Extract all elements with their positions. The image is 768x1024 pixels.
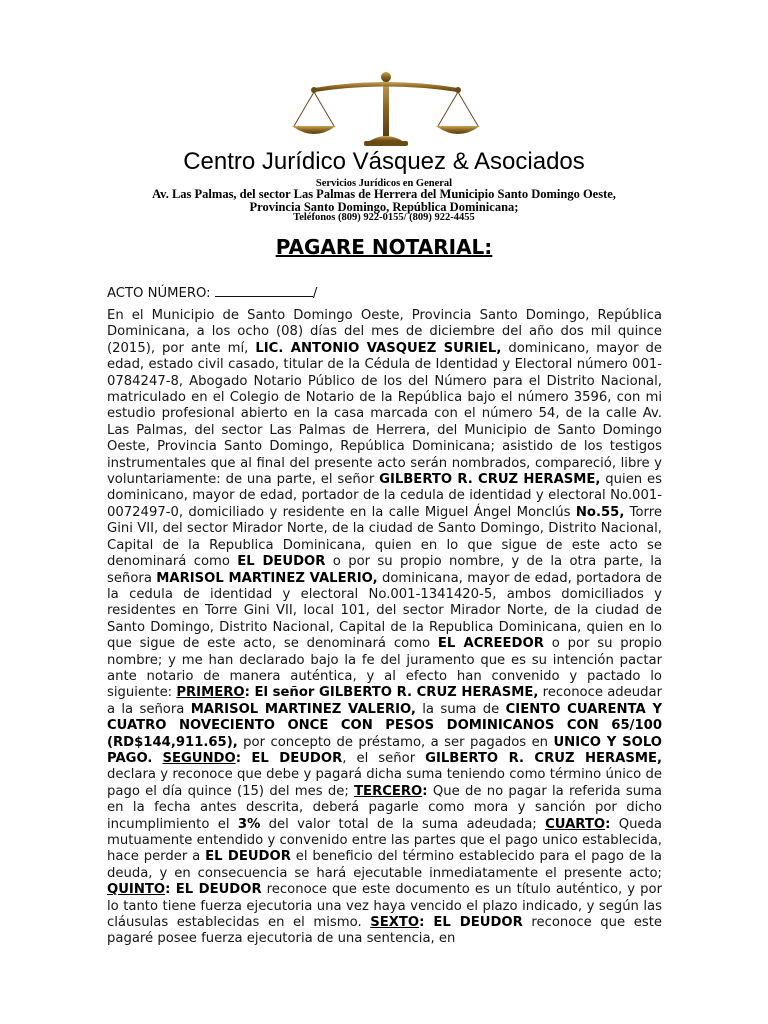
scales-of-justice-icon bbox=[290, 68, 482, 150]
text-segment: la suma de bbox=[415, 701, 506, 717]
text-segment: : bbox=[422, 783, 428, 799]
text-segment: Torre Gini VII, del sector Mirador Norte, de la ciudad de Santo Domingo, Distrito Nacional, Capital de la Republica Dominicana, quien en lo que sigue de este acto se denominará como bbox=[107, 504, 662, 570]
penalty-percent: 3% bbox=[237, 816, 261, 832]
term-deudor: EL DEUDOR bbox=[205, 849, 291, 865]
clause-tercero: TERCERO bbox=[354, 783, 423, 799]
text-segment: quien es dominicano, mayor de edad, portador de la cedula de identidad y electoral No.001-0072497-0, domiciliado y residente en la calle Miguel Ángel Monclús bbox=[107, 472, 663, 520]
amount: CIENTO CUARENTA Y CUATRO NOVECIENTO ONCE CON PESOS DOMINICANOS CON 65/100 (RD$144,911.65), bbox=[107, 701, 662, 750]
acto-blank-line bbox=[215, 284, 313, 297]
text-segment: reconoce adeudar a la señora bbox=[107, 685, 663, 717]
notary-name: LIC. ANTONIO VASQUEZ SURIEL, bbox=[255, 340, 502, 356]
acto-suffix: / bbox=[312, 286, 318, 301]
text-segment: : bbox=[605, 816, 611, 832]
text-segment: el beneficio del término establecido para el pago de la deuda, y en consecuencia se hará ejecutable inmediatamente el presente acto; bbox=[107, 849, 663, 881]
text-segment: , el señor bbox=[342, 750, 426, 766]
clause-segundo: SEGUNDO bbox=[162, 750, 236, 766]
text-segment: o por su propio nombre, y de la otra parte, la señora bbox=[107, 554, 663, 586]
term-deudor: : EL DEUDOR bbox=[419, 915, 523, 931]
text-segment: del valor total de la suma adeudada; bbox=[260, 816, 546, 832]
services-tagline: Servicios Jurídicos en General bbox=[315, 178, 453, 189]
body-paragraph bbox=[107, 308, 662, 948]
text-segment: Que de no pagar la referida suma en la fecha antes descrita, deberá pagarle como mora y sanción por dicho incumplimiento el bbox=[107, 783, 662, 832]
text-segment: por concepto de préstamo, a ser pagados en bbox=[237, 734, 554, 750]
term-acreedor: EL ACREEDOR bbox=[437, 636, 544, 652]
text-segment: : El señor bbox=[244, 685, 320, 701]
text-segment: reconoce que este pagaré posee fuerza ejecutoria de una sentencia, en bbox=[107, 915, 662, 947]
phone-numbers: Teléfonos (809) 922-0155/ (809) 922-4455 bbox=[293, 212, 475, 223]
company-name: Centro Jurídico Vásquez & Asociados bbox=[183, 148, 585, 175]
text-segment: declara y reconoce que debe y pagará dicha suma teniendo como término único de pago el día quince (15) del mes de; bbox=[107, 767, 662, 799]
text-segment: dominicana, mayor de edad, portadora de la cedula de identidad y electoral No.001-1341420-5, ambos domiciliados y residentes en Torre Gini VII, local 101, del sector Mirador Norte, de la ciudad de Santo Domingo, Distrito Nacional, Capital de la Republica Dominicana, quien en lo que sigue de este acto, se denominará como bbox=[107, 570, 662, 652]
creditor-name: MARISOL MARTINEZ VALERIO, bbox=[156, 570, 378, 586]
street-number: No.55, bbox=[575, 504, 625, 520]
address-line-1: Av. Las Palmas, del sector Las Palmas de Herrera del Municipio Santo Domingo Oeste, bbox=[152, 187, 616, 201]
document-title: PAGARE NOTARIAL: bbox=[275, 235, 493, 259]
text-segment: Queda mutuamente entendido y convenido entre las partes que el pago unico establecida, hace perder a bbox=[107, 816, 662, 865]
text-segment: En el Municipio de Santo Domingo Oeste, Provincia Santo Domingo, República Dominicana, a los ocho (08) días del mes de diciembre del año dos mil quince (2015), por ante mí, bbox=[107, 308, 662, 356]
clause-cuarto: CUARTO bbox=[545, 816, 606, 832]
clause-quinto: QUINTO bbox=[107, 882, 166, 898]
debtor-name: GILBERTO R. CRUZ HERASME, bbox=[425, 750, 663, 766]
acto-numero bbox=[107, 284, 317, 301]
payment-mode: UNICO Y SOLO PAGO. bbox=[107, 734, 663, 766]
term-deudor: : EL DEUDOR bbox=[165, 882, 262, 898]
text-segment: o por su propio nombre; y me han declarado bajo la fe del juramento que es su intención pactar ante notario de manera auténtica, y al efecto han convenido y pactado lo siguiente: bbox=[107, 636, 662, 701]
clause-sexto: SEXTO bbox=[370, 915, 420, 931]
term-deudor: EL DEUDOR bbox=[237, 554, 326, 570]
term-deudor: : EL DEUDOR bbox=[235, 750, 343, 766]
text-segment: dominicano, mayor de edad, estado civil casado, titular de la Cédula de Identidad y Electoral número 001-0784247-8, Abogado Notario Público de los del Número para el Distrito Nacional, matriculado en el Colegio de Notario de la República bajo el número 3596, con mi estudio profesional abierto en la casa marcada con el número 54, de la calle Av. Las Palmas, del sector Las Palmas de Herrera, del Municipio de Santo Domingo Oeste, Provincia Santo Domingo, República Dominicana; asistido de los testigos instrumentales que al final del presente acto serán nombrados, compareció, libre y voluntariamente: de una parte, el señor bbox=[107, 340, 662, 488]
address-line-2: Provincia Santo Domingo, República Dominicana; bbox=[249, 200, 519, 214]
debtor-name: GILBERTO R. CRUZ HERASME, bbox=[379, 472, 601, 488]
acto-label: ACTO NÚMERO: bbox=[107, 286, 211, 301]
debtor-name: GILBERTO R. CRUZ HERASME, bbox=[319, 685, 539, 701]
text-segment: reconoce que este documento es un título auténtico, y por lo tanto tiene fuerza ejecutoria una vez haya vencido el plazo indicado, y según las cláusulas establecidas en el mismo. bbox=[107, 882, 662, 931]
creditor-name: MARISOL MARTINEZ VALERIO, bbox=[190, 701, 416, 717]
clause-primero: PRIMERO bbox=[176, 685, 245, 701]
text-segment bbox=[152, 751, 162, 766]
